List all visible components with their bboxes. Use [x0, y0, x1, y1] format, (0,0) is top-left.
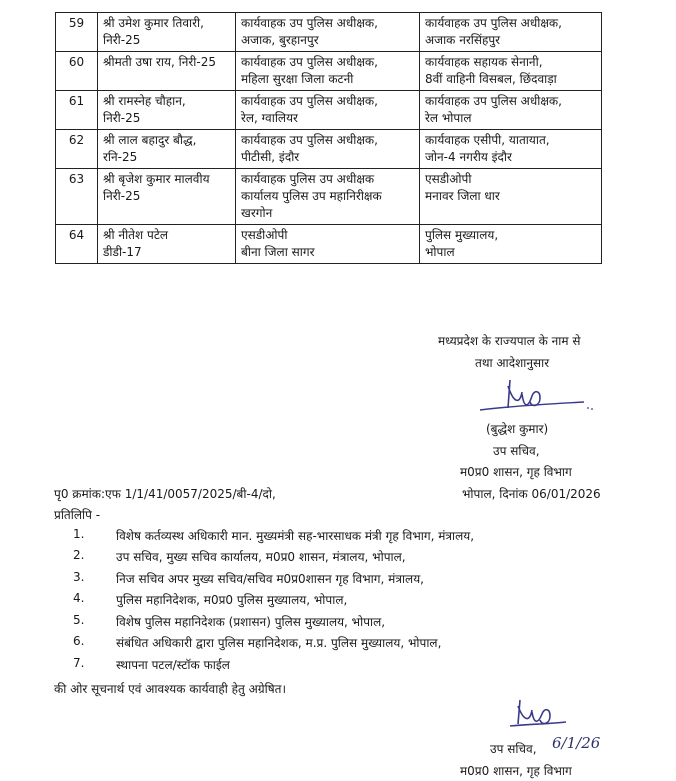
new-post-cell-line: कार्यवाहक सहायक सेनानी,: [425, 55, 543, 69]
current-post-cell-line: कार्यालय पुलिस उप महानिरीक्षक: [241, 189, 382, 203]
signer-designation: उप सचिव,: [493, 444, 540, 458]
place-date: भोपाल, दिनांक 06/01/2026: [462, 487, 601, 501]
current-post-cell-line: बीना जिला सागर: [241, 245, 315, 259]
new-post-cell-line: अजाक नरसिंहपुर: [425, 33, 501, 47]
copy-item-text: संबंधित अधिकारी द्वारा पुलिस महानिदेशक, म.प्र. पुलिस मुख्यालय, भोपाल,: [116, 636, 442, 650]
copy-item-text: निज सचिव अपर मुख्य सचिव/सचिव म0प्र0शासन गृह विभाग, मंत्रालय,: [116, 572, 424, 586]
current-post-cell-line: कार्यवाहक उप पुलिस अधीक्षक,: [241, 94, 378, 108]
copy-to-label: प्रतिलिपि -: [54, 508, 101, 522]
serial-number-cell-line: 60: [68, 55, 85, 69]
copy-item-text: उप सचिव, मुख्य सचिव कार्यालय, म0प्र0 शासन, मंत्रालय, भोपाल,: [116, 550, 406, 564]
current-post-cell: [236, 13, 420, 52]
current-post-cell-line: पीटीसी, इंदौर: [241, 150, 300, 164]
signature-1: [470, 374, 600, 422]
closing-line: की ओर सूचनार्थ एवं आवश्यक कार्यवाही हेतु अग्रेषित।: [54, 682, 287, 696]
new-post-cell: [420, 52, 602, 91]
table-row: [56, 13, 602, 52]
new-post-cell-line: जोन-4 नगरीय इंदौर: [425, 150, 512, 164]
new-post-cell-line: कार्यवाहक उप पुलिस अधीक्षक,: [425, 16, 562, 30]
copy-item-number: 1.: [73, 527, 85, 541]
copy-item-number: 4.: [73, 591, 85, 605]
current-post-cell: [236, 91, 420, 130]
copy-item-text: विशेष कर्तव्यस्थ अधिकारी मान. मुख्यमंत्री सह-भारसाधक मंत्री गृह विभाग, मंत्रालय,: [116, 529, 475, 543]
officer-name-cell: [98, 130, 236, 169]
current-post-cell-line: रेल, ग्वालियर: [241, 111, 298, 125]
current-post-cell: [236, 225, 420, 264]
new-post-cell: [420, 225, 602, 264]
serial-number-cell-line: 64: [68, 228, 85, 242]
officer-name-cell-line: श्रीमती उषा राय, निरी-25: [103, 55, 216, 69]
current-post-cell-line: कार्यवाहक उप पुलिस अधीक्षक,: [241, 16, 378, 30]
officer-name-cell-line: निरी-25: [103, 33, 141, 47]
copy-item-text: पुलिस महानिदेशक, म0प्र0 पुलिस मुख्यालय, भोपाल,: [116, 593, 348, 607]
copy-item-number: 7.: [73, 656, 85, 670]
officer-name-cell: [98, 13, 236, 52]
copy-item-text: विशेष पुलिस महानिदेशक (प्रशासन) पुलिस मुख्यालय, भोपाल,: [116, 615, 386, 629]
order-line-2: तथा आदेशानुसार: [475, 356, 550, 370]
current-post-cell-line: अजाक, बुरहानपुर: [241, 33, 319, 47]
footer-designation: उप सचिव,: [490, 742, 537, 756]
transfer-table: [55, 12, 602, 264]
new-post-cell-line: रेल भोपाल: [425, 111, 472, 125]
current-post-cell-line: खरगोन: [241, 206, 273, 220]
signer-name: (बुद्धेश कुमार): [486, 422, 549, 436]
current-post-cell: [236, 169, 420, 225]
officer-name-cell-line: श्री बृजेश कुमार मालवीय: [103, 172, 210, 186]
new-post-cell-line: मनावर जिला धार: [425, 189, 500, 203]
officer-name-cell: [98, 91, 236, 130]
new-post-cell: [420, 130, 602, 169]
table-row: [56, 225, 602, 264]
current-post-cell-line: एसडीओपी: [241, 228, 288, 242]
copy-item-number: 5.: [73, 613, 85, 627]
officer-name-cell-line: श्री नीतेश पटेल: [103, 228, 169, 242]
signature-2: [500, 696, 580, 732]
new-post-cell-line: कार्यवाहक एसीपी, यातायात,: [425, 133, 550, 147]
serial-number-cell: [56, 169, 98, 225]
current-post-cell-line: कार्यवाहक उप पुलिस अधीक्षक,: [241, 55, 378, 69]
current-post-cell-line: कार्यवाहक पुलिस उप अधीक्षक: [241, 172, 375, 186]
handwritten-date: 6/1/26: [552, 734, 601, 752]
copy-item-number: 2.: [73, 548, 85, 562]
transfer-table-body: [56, 13, 602, 264]
officer-name-cell-line: रनि-25: [103, 150, 138, 164]
serial-number-cell-line: 61: [68, 94, 85, 108]
serial-number-cell: [56, 52, 98, 91]
new-post-cell-line: एसडीओपी: [425, 172, 472, 186]
copy-item-number: 3.: [73, 570, 85, 584]
current-post-cell: [236, 52, 420, 91]
reference-number: पृ0 क्रमांक:एफ 1/1/41/0057/2025/बी-4/दो,: [54, 487, 276, 501]
officer-name-cell: [98, 225, 236, 264]
officer-name-cell-line: निरी-25: [103, 111, 141, 125]
officer-name-cell: [98, 52, 236, 91]
officer-name-cell-line: श्री रामस्नेह चौहान,: [103, 94, 186, 108]
table-row: [56, 169, 602, 225]
current-post-cell-line: महिला सुरक्षा जिला कटनी: [241, 72, 354, 86]
order-line-1: मध्यप्रदेश के राज्यपाल के नाम से: [438, 334, 581, 348]
serial-number-cell: [56, 225, 98, 264]
officer-name-cell-line: श्री उमेश कुमार तिवारी,: [103, 16, 204, 30]
footer-department: म0प्र0 शासन, गृह विभाग: [460, 764, 572, 778]
current-post-cell-line: कार्यवाहक उप पुलिस अधीक्षक,: [241, 133, 378, 147]
serial-number-cell: [56, 13, 98, 52]
serial-number-cell-line: 59: [68, 16, 85, 30]
serial-number-cell-line: 63: [68, 172, 85, 186]
officer-name-cell: [98, 169, 236, 225]
new-post-cell: [420, 13, 602, 52]
current-post-cell: [236, 130, 420, 169]
table-row: [56, 91, 602, 130]
serial-number-cell: [56, 130, 98, 169]
officer-name-cell-line: श्री लाल बहादुर बौद्ध,: [103, 133, 197, 147]
table-row: [56, 52, 602, 91]
new-post-cell-line: भोपाल: [425, 245, 455, 259]
serial-number-cell: [56, 91, 98, 130]
new-post-cell-line: 8वीं वाहिनी विसबल, छिंदवाड़ा: [425, 72, 557, 86]
copy-item-number: 6.: [73, 634, 85, 648]
new-post-cell: [420, 91, 602, 130]
new-post-cell: [420, 169, 602, 225]
table-row: [56, 130, 602, 169]
new-post-cell-line: कार्यवाहक उप पुलिस अधीक्षक,: [425, 94, 562, 108]
new-post-cell-line: पुलिस मुख्यालय,: [425, 228, 499, 242]
officer-name-cell-line: निरी-25: [103, 189, 141, 203]
officer-name-cell-line: डीडी-17: [103, 245, 142, 259]
signer-department: म0प्र0 शासन, गृह विभाग: [460, 465, 572, 479]
copy-item-text: स्थापना पटल/स्टॉक फाईल: [116, 658, 230, 672]
serial-number-cell-line: 62: [68, 133, 85, 147]
